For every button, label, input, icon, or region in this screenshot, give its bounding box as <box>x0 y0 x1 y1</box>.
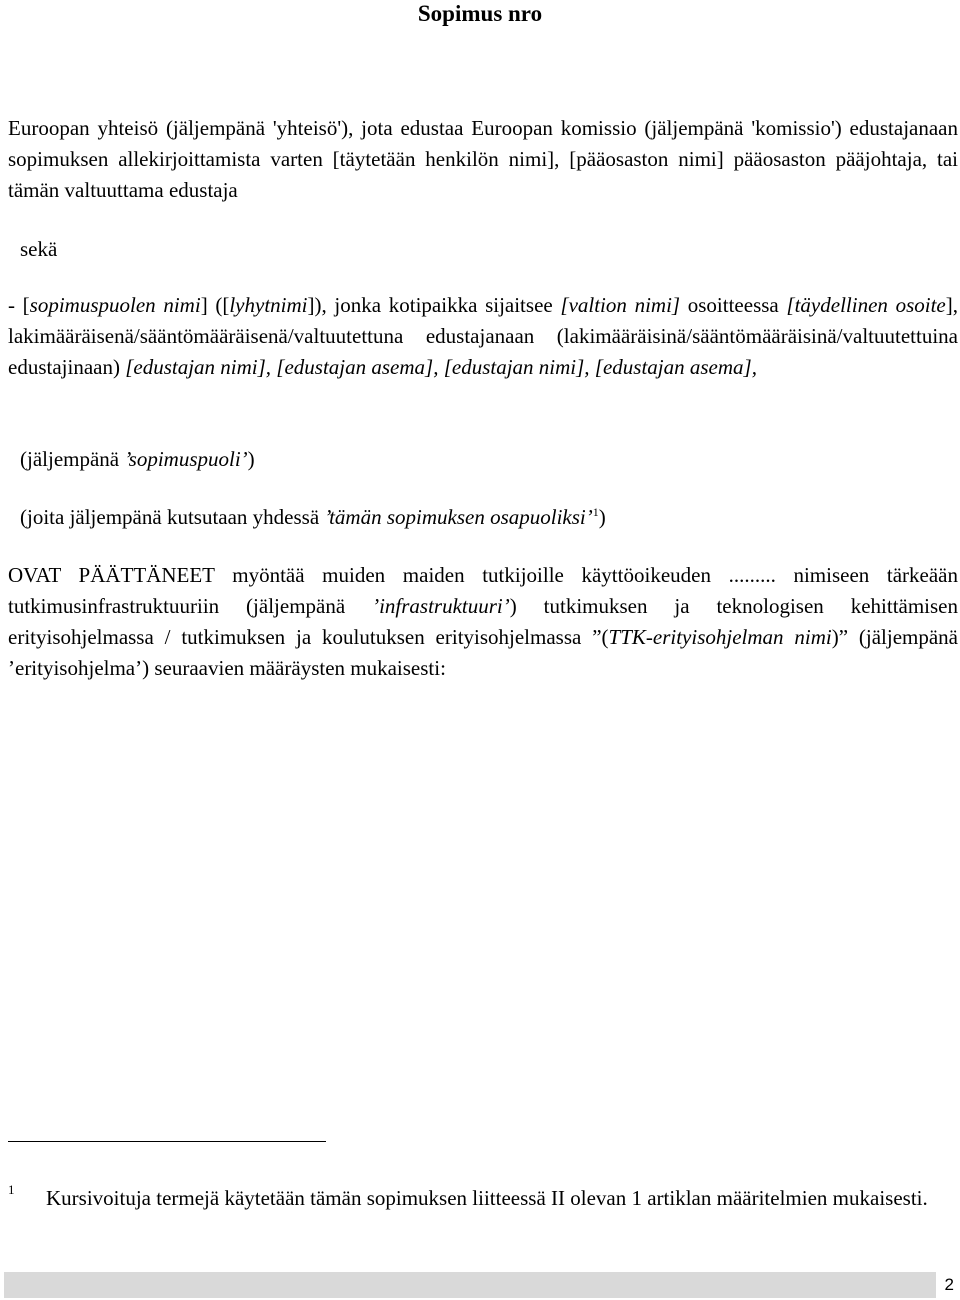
paragraph-decided <box>8 560 958 684</box>
footnote-number: 1 <box>8 1182 15 1197</box>
text-run: ) tutkimuksen ja teknologisen kehittämisen erityisohjelmassa / tutkimuksen ja koulutuksen erityisohjelmassa ”( <box>8 594 959 649</box>
text-run: ]), jonka kotipaikka sijaitsee <box>307 293 561 317</box>
italic-term: TTK-erityisohjelman nimi <box>608 625 832 649</box>
text-run: ] ([ <box>200 293 230 317</box>
text-run: )” (jäljempänä ’erityisohjelma’) seuraavien määräysten mukaisesti: <box>8 625 958 680</box>
text-run: - [ <box>8 293 30 317</box>
italic-term: lyhytnimi <box>229 293 308 317</box>
text-run: ], lakimääräisenä/sääntömääräisenä/valtuutettuna edustajanaan (lakimääräisinä/sääntömääräisinä/valtuutettuina edustajinaan) <box>8 293 958 379</box>
text-run: ) <box>247 447 255 471</box>
text-run: (joita jäljempänä kutsutaan yhdessä <box>20 505 325 529</box>
footnote-separator <box>8 1141 326 1142</box>
footnote-text: Kursivoituja termejä käytetään tämän sopimuksen liitteessä II olevan 1 artiklan määritelmien mukaisesti. <box>46 1186 928 1210</box>
document-title: Sopimus nro <box>417 1 543 26</box>
italic-term: [edustajan nimi], [edustajan asema], [edustajan nimi], [edustajan asema], <box>125 355 757 379</box>
italic-term: ’infrastruktuuri’ <box>372 594 510 618</box>
text-run: ) <box>598 505 606 529</box>
italic-term: ’tämän sopimuksen osapuoliksi’ <box>324 505 593 529</box>
paragraph-parties-community: Euroopan yhteisö (jäljempänä 'yhteisö'), jota edustaa Euroopan komissio (jäljempänä 'komissio') edustajanaan sopimuksen allekirjoittamista varten [täytetään henkilön nimi], [pääosaston nimi] pääosaston pääjohtaja, tai tämän valtuuttama edustaja <box>8 116 958 202</box>
text-run: osoitteessa <box>680 293 787 317</box>
footer-bar <box>4 1272 936 1298</box>
text-run: OVAT PÄÄTTÄNEET myöntää muiden maiden tutkijoille käyttöoikeuden ......... nimiseen tärkeään tutkimusinfrastruktuuriin (jäljempänä <box>8 563 958 618</box>
paragraph-and: sekä <box>20 237 58 261</box>
italic-term: [täydellinen osoite <box>786 293 946 317</box>
italic-term: sopimuspuolen nimi <box>29 293 201 317</box>
paragraph-contract-party <box>8 290 958 383</box>
italic-term: [valtion nimi] <box>560 293 681 317</box>
paragraph-hereinafter-party <box>20 444 920 475</box>
text-run: (jäljempänä <box>20 447 125 471</box>
footnote-reference: 1 <box>592 505 599 519</box>
page-number: 2 <box>944 1275 954 1294</box>
italic-term: ’sopimuspuoli’ <box>124 447 248 471</box>
paragraph-hereinafter-parties <box>20 502 920 533</box>
